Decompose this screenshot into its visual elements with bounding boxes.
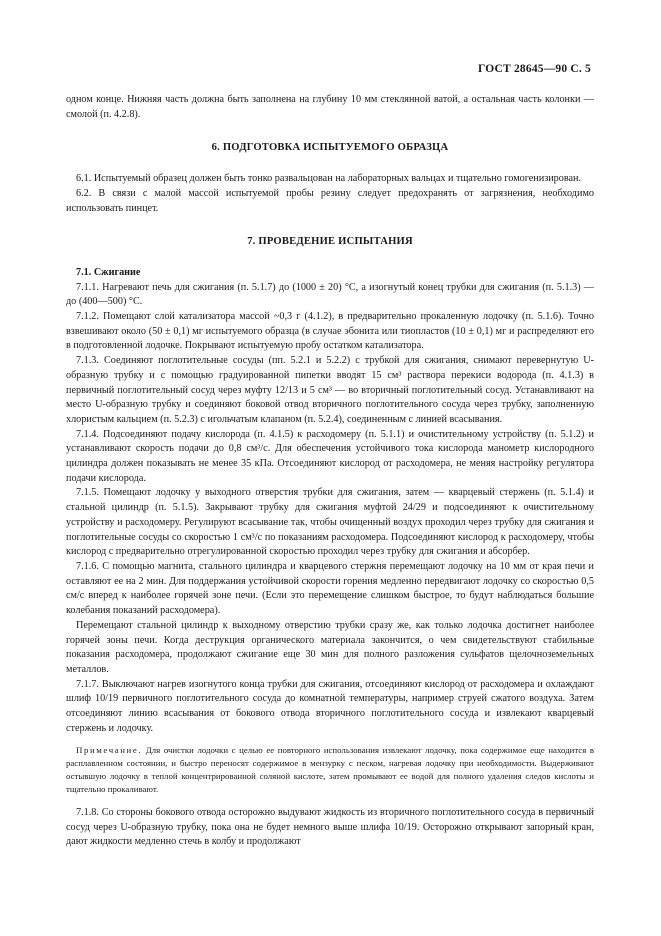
page-header: ГОСТ 28645—90 С. 5 bbox=[478, 63, 591, 75]
intro-paragraph: одном конце. Нижняя часть должна быть заполнена на глубину 10 мм стеклянной ватой, а остальная часть колонки — смолой (п. 4.2.8). bbox=[66, 94, 594, 120]
paragraph-7-1-7: 7.1.7. Выключают нагрев изогнутого конца трубки для сжигания, отсоединяют кислород от расходомера и охлаждают шлиф 10/19 первичного поглотительного сосуда до комнатной температуры, например струей сжатого воздуха. Затем отсоединяют линию всасывания от бокового отвода вторичного поглотительного сосуда и извлекают кварцевый стержень и лодочку. bbox=[66, 678, 594, 734]
paragraph-7-1-6-continued: Перемещают стальной цилиндр к выходному отверстию трубки сразу же, как только лодочка достигнет наиболее горячей зоны печи. Когда деструкция органического материала закончится, о чем свидетельствуют стабильные показания расходомера, продолжают сжигание еще 30 мин для полного разложения сульфатов щелочноземельных металлов. bbox=[66, 619, 594, 675]
paragraph-7-1-6: 7.1.6. С помощью магнита, стального цилиндра и кварцевого стержня перемещают лодочку на 10 мм от края печи и оставляют ее на 2 мин. Для поддержания устойчивой скорости горения медленно передвигают лодочку со скоростью 0,5 см/с вперед к наиболее горячей зоне печи. (Если это перемещение слишком быстрое, то будут наблюдаться большие колебания показаний расходомера). bbox=[66, 560, 594, 617]
note-label: Примечание. bbox=[76, 745, 143, 756]
page-content bbox=[66, 93, 594, 850]
paragraph-7-1-3: 7.1.3. Соединяют поглотительные сосуды (пп. 5.2.1 и 5.2.2) с трубкой для сжигания, снимают перевернутую U-образную трубку и с помощью градуированной пипетки вводят 15 см³ раствора перекиси водорода (п. 4.1.3) в первичный поглотительный сосуд через муфту 12/13 и 5 см³ — во вторичный поглотительный сосуд. Устанавливают на место U-образную трубку и соединяют боковой отвод вторичного поглотительного сосуда через трубку, заполненную хлористым кальцием (п. 5.2.3) с игольчатым клапаном (п. 5.2.4), соединенным с линией всасывания. bbox=[66, 355, 594, 425]
subsection-7-1-title: 7.1. Сжигание bbox=[76, 266, 141, 278]
paragraph-6-2: 6.2. В связи с малой массой испытуемой пробы резину следует предохранять от загрязнения, необходимо использовать пинцет. bbox=[66, 187, 594, 214]
paragraph-7-1-8: 7.1.8. Со стороны бокового отвода осторожно выдувают жидкость из вторичного поглотительного сосуда в первичный сосуд через U-образную трубку, пока она не будет немного выше шлифа 10/19. Осторожно открывают запорный кран, дают жидкости медленно стечь в колбу и продолжают bbox=[66, 807, 594, 848]
section-6-title: 6. ПОДГОТОВКА ИСПЫТУЕМОГО ОБРАЗЦА bbox=[211, 142, 449, 154]
note-text: Для очистки лодочки с целью ее повторного использования извлекают лодочку, пока содержимое еще находится в расплавленном состоянии, и быстро переносят содержимое в мензурку с песком, нагревая лодочку при необходимости. Выдерживают остывшую лодочку в теплой концентрированной соляной кислоте, затем промывают ее водой для полного удаления следов кислоты и тщательно прокаливают. bbox=[66, 745, 594, 795]
paragraph-7-1-4: 7.1.4. Подсоединяют подачу кислорода (п. 4.1.5) к расходомеру (п. 5.1.1) и очистительному устройству (п. 5.1.2) и устанавливают скорость подачи до 0,8 см³/с. Для обеспечения устойчивого тока кислорода манометр кислородного цилиндра должен показывать не менее 35 кПа. Отсоединяют кислород от расходомера, не меняя настройку регулятора подачи кислорода. bbox=[66, 428, 594, 484]
note bbox=[66, 744, 594, 796]
section-7-title: 7. ПРОВЕДЕНИЕ ИСПЫТАНИЯ bbox=[247, 236, 413, 248]
paragraph-6-1: 6.1. Испытуемый образец должен быть тонко развальцован на лабораторных вальцах и тщательно гомогенизирован. bbox=[76, 173, 582, 185]
paragraph-7-1-1: 7.1.1. Нагревают печь для сжигания (п. 5.1.7) до (1000 ± 20) °С, а изогнутый конец трубки для сжигания (п. 5.1.3) — до (400—500) °С. bbox=[66, 281, 594, 308]
paragraph-7-1-2: 7.1.2. Помещают слой катализатора массой ~0,3 г (4.1.2), в предварительно прокаленную лодочку (п. 5.1.6). Точно взвешивают около (50 ± 0,1) мг испытуемого образца (в случае эбонита или тиопластов (10 ± 0,1) мг и распределяют его в подготовленной лодочке. Покрывают испытуемую пробу остатком катализатора. bbox=[66, 311, 594, 352]
paragraph-7-1-5: 7.1.5. Помещают лодочку у выходного отверстия трубки для сжигания, затем — кварцевый стержень (п. 5.1.4) и стальной цилиндр (п. 5.1.5). Закрывают трубку для сжигания муфтой 24/29 и подсоединяют к очистительному устройству и расходомеру. Регулируют всасывание так, чтобы очищенный воздух проходил через трубку для сжигания и поглотительные сосуды со скоростью 1 см³/с по показаниям расходомера. Подсоединяют кислород к расходомеру, чтобы кислород с предварительно отрегулированной скоростью проходил через трубку для сжигания и абсорбер. bbox=[66, 487, 594, 558]
